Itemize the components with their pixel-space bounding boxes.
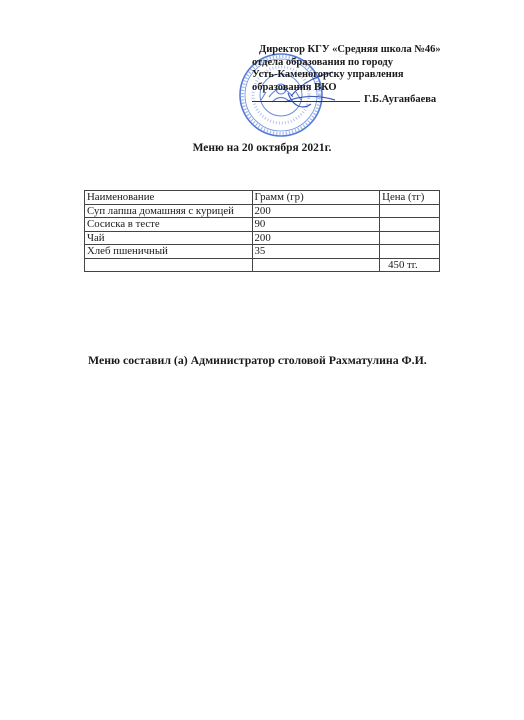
total-price: 450 тг. [380, 258, 440, 272]
total-empty-cell [252, 258, 380, 272]
total-empty-cell [85, 258, 253, 272]
table-row [85, 231, 440, 245]
approval-signature-line [252, 94, 512, 107]
table-header-row [85, 191, 440, 205]
dish-name: Сосиска в тесте [85, 218, 253, 232]
approval-signatory: Г.Б.Ауганбаева [364, 94, 437, 105]
table-row [85, 204, 440, 218]
approval-line-1: Директор КГУ «Средняя школа №46» [259, 44, 441, 55]
dish-name: Хлеб пшеничный [85, 245, 253, 259]
approval-line-2: отдела образования по городу [252, 56, 393, 68]
dish-price [380, 204, 440, 218]
dish-price [380, 231, 440, 245]
dish-name: Суп лапша домашняя с курицей [85, 204, 253, 218]
approval-line-3: Усть-Каменогорску управления [252, 69, 404, 80]
column-header-price: Цена (тг) [380, 191, 440, 205]
dish-name: Чай [85, 231, 253, 245]
dish-gram: 90 [252, 218, 380, 232]
menu-title: Меню на 20 октября 2021г. [192, 142, 332, 154]
approval-line-4: образования ВКО [252, 81, 337, 93]
dish-gram: 200 [252, 231, 380, 245]
column-header-name: Наименование [85, 191, 253, 205]
approval-block [252, 44, 512, 107]
menu-composer-line: Меню составил (а) Администратор столовой Рахматулина Ф.И. [88, 353, 427, 367]
signature-underline [252, 101, 360, 102]
table-row [85, 245, 440, 259]
dish-price [380, 245, 440, 259]
dish-gram: 200 [252, 204, 380, 218]
menu-table [84, 190, 440, 272]
table-row [85, 218, 440, 232]
column-header-gram: Грамм (гр) [252, 191, 380, 205]
dish-price [380, 218, 440, 232]
dish-gram: 35 [252, 245, 380, 259]
table-total-row [85, 258, 440, 272]
